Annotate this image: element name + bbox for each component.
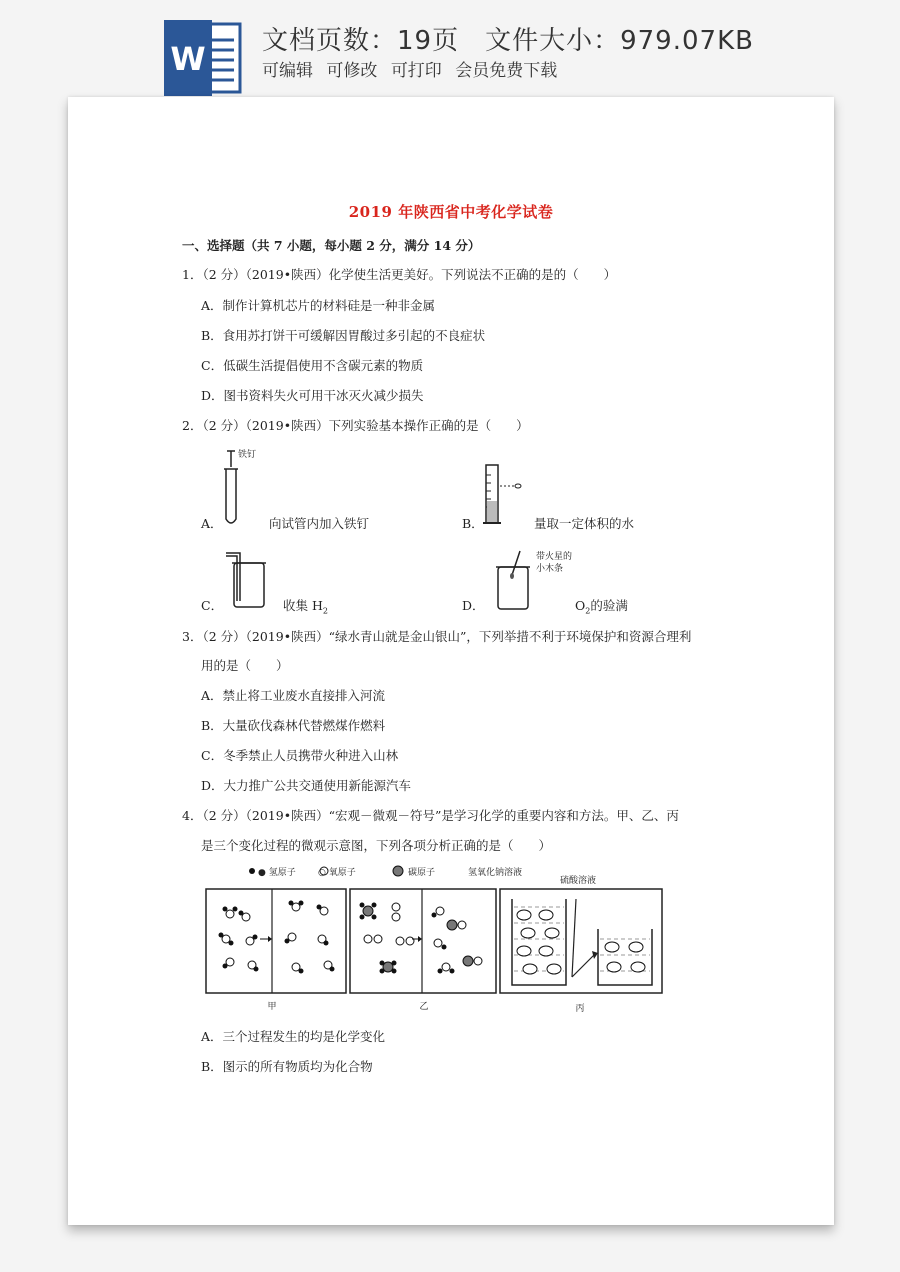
option-d-letter: D．	[462, 598, 485, 613]
svg-text:小木条: 小木条	[536, 564, 564, 574]
question-3-stem-line1: 3．（2 分）（2019•陕西）“绿水青山就是金山银山”，下列举措不利于环境保护和资源合理利	[182, 629, 692, 644]
question-1-option-c: C．低碳生活提倡使用不含碳元素的物质	[201, 358, 424, 373]
question-1-option-d: D．图书资料失火可用干冰灭火减少损失	[201, 388, 424, 403]
feature-free-download[interactable]: 会员免费下载	[455, 61, 558, 81]
option-a-caption: 向试管内加入铁钉	[269, 516, 370, 531]
file-size: 文件大小：979.07KB	[485, 26, 754, 56]
question-1-option-a: A．制作计算机芯片的材料硅是一种非金属	[201, 298, 436, 313]
file-info	[262, 20, 754, 57]
document-title: 2019 年陕西省中考化学试卷	[348, 203, 554, 221]
legend-hydrogen: ● 氢原子	[258, 868, 296, 878]
question-3-option-c: C．冬季禁止人员携带火种进入山林	[201, 748, 399, 763]
option-b-caption: 量取一定体积的水	[534, 516, 635, 531]
nail-label: 铁钉	[238, 450, 257, 460]
question-4-stem-line2: 是三个变化过程的微观示意图，下列各项分析正确的是（ ）	[201, 838, 552, 853]
panel-bing-label: 丙	[575, 1004, 585, 1014]
question-2-stem: 2．（2 分）（2019•陕西）下列实验基本操作正确的是（ ）	[182, 418, 529, 433]
document-page	[68, 97, 834, 1225]
panel-yi-label: 乙	[419, 1002, 429, 1012]
question-3-option-d: D．大力推广公共交通使用新能源汽车	[201, 778, 412, 793]
question-3-option-a: A．禁止将工业废水直接排入河流	[201, 688, 386, 703]
feature-modifiable: 可修改	[326, 61, 378, 81]
option-b-letter: B．	[462, 516, 484, 531]
svg-text:带火星的: 带火星的	[536, 552, 573, 562]
svg-text:W: W	[170, 40, 206, 78]
question-1-option-b: B．食用苏打饼干可缓解因胃酸过多引起的不良症状	[201, 328, 486, 343]
feature-editable: 可编辑	[262, 61, 313, 81]
feature-list	[262, 56, 565, 81]
section-heading: 一、选择题（共 7 小题，每小题 2 分，满分 14 分）	[182, 238, 481, 253]
feature-printable: 可打印	[390, 61, 442, 81]
question-4-stem-line1: 4．（2 分）（2019•陕西）“宏观－微观－符号”是学习化学的重要内容和方法。甲、乙、丙	[182, 808, 679, 823]
question-3-stem-line2: 用的是（ ）	[201, 658, 289, 673]
option-c-letter: C．	[201, 598, 224, 613]
word-document-icon	[164, 20, 244, 96]
option-c-caption: 收集 $H_2$	[283, 598, 328, 616]
page-count: 文档页数：19页	[262, 26, 460, 56]
download-banner	[0, 0, 900, 96]
legend-carbon: 碳原子	[408, 868, 436, 878]
option-d-caption: $O_2$的验满	[575, 598, 628, 616]
panel-jia-label: 甲	[267, 1002, 277, 1012]
oxygen-test-figure	[492, 549, 588, 613]
question-4-option-b: B．图示的所有物质均为化合物	[201, 1059, 373, 1074]
question-4-option-a: A．三个过程发生的均是化学变化	[201, 1029, 386, 1044]
gas-collection-figure	[224, 549, 274, 611]
microscopic-diagram	[200, 859, 670, 1019]
question-3-option-b: B．大量砍伐森林代替燃煤作燃料	[201, 718, 386, 733]
option-a-letter: A．	[201, 516, 223, 531]
legend-oxygen: ○ 氧原子	[318, 868, 356, 878]
h2so4-label: 硫酸溶液	[560, 876, 597, 886]
question-1-stem: 1．（2 分）（2019•陕西）化学使生活更美好。下列说法不正确的是的（ ）	[182, 267, 617, 282]
graduated-cylinder-figure	[478, 461, 524, 529]
naoh-label: 氢氧化钠溶液	[468, 868, 523, 878]
